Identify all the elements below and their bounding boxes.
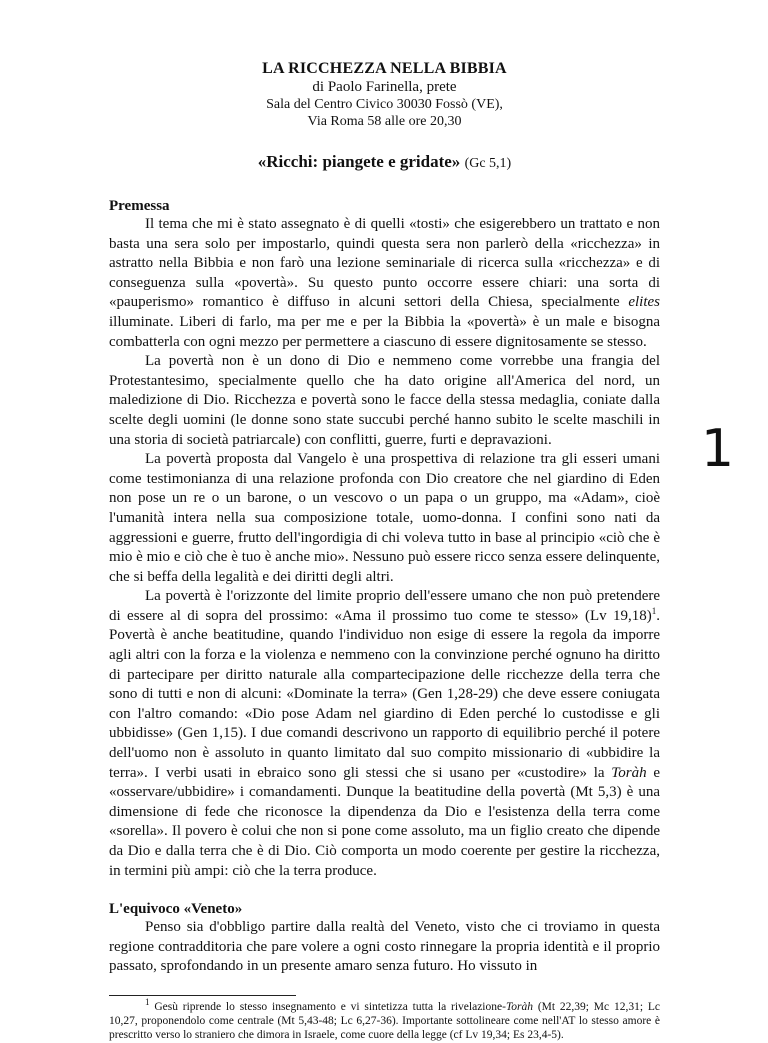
paragraph — [109, 587, 660, 881]
address-line: Via Roma 58 alle ore 20,30 — [307, 114, 462, 129]
paragraph-text: Il tema che mi è stato assegnato è di quelli «tosti» che esigerebbero un trattato e non basta una sera solo per impostarlo, quindi questa sera non parlerò della «ricchezza» in astratto nella Bibbia e non farò una lezione seminariale di ricerca sulla «ricchezza» e di conseguenza sulla «povertà». Su questo punto occorre essere chiari: una sorta di «pauperismo» romantico è diffuso in alcuni settori della Chiesa, specialmente — [109, 216, 660, 311]
subtitle-reference: (Gc 5,1) — [464, 156, 512, 171]
venue-line: Sala del Centro Civico 30030 Fossò (VE), — [266, 97, 503, 112]
footnote-separator — [109, 995, 296, 996]
paragraph: La povertà proposta dal Vangelo è una prospettiva di relazione tra gli esseri umani come testimonianza di una relazione profonda con Dio creatore che nel giardino di Eden non pose un re o un barone, o un vescovo o un papa o un gruppo, ma «Adam», cioè l'umanità intera nella sua composizione totale, uomo-donna. I confini sono nati da aggressioni e guerre, frutto dell'ingordigia di chi voleva tutto in base al principio «ciò che è mio è mio e ciò che è tuo è anche mio». Nessuno può essere ricco senza essere delinquente, che si beffa della legalità e dei diritti degli altri. — [109, 451, 660, 585]
paragraph-text: illuminate. Liberi di farlo, ma per me e per la Bibbia la «povertà» è un male e bisogna combatterla con ogni mezzo per permettere a ciascuno di essere dignitosamente se stesso. — [109, 313, 660, 350]
section-title-premessa: Premessa — [109, 198, 170, 214]
page-number: 1 — [701, 419, 735, 479]
document-title: LA RICCHEZZA NELLA BIBBIA — [262, 60, 507, 77]
footnote-text: Gesù riprende lo stesso insegnamento e vi sintetizza tutta la rivelazione- — [154, 1000, 506, 1013]
footnote-text: (Mt 22,39; Mc 12,31; Lc 10,27, proponendolo come centrale (Mt 5,43-48; Lc 6,27-36). Importante sottolineare come nell'AT lo stesso amore è prescritto verso lo straniero che dimora in Israele, come cuore della legge (cf Lv 19,34; Es 23,4-5). — [109, 1000, 660, 1042]
paragraph-text: e «osservare/ubbidire» i comandamenti. Dunque la beatitudine della povertà (Mt 5,3) è una dimensione di fede che riconosce la dipendenza da Dio e l'esistenza della terra come «sorella». Il povero è colui che non si pone come assoluto, ma un figlio creato che dipende da Dio e dalla terra che è di Dio. Ciò comporta un modo coerente per gestire la ricchezza, in termini più ampi: ciò che la terra produce. — [109, 764, 661, 879]
paragraph: Penso sia d'obbligo partire dalla realtà del Veneto, visto che ci troviamo in questa regione contradditoria che pare volere a ogni costo rinnegare la propria identità e il proprio passato, sprofondando in un presente amaro senza futuro. Ho vissuto in — [109, 919, 660, 975]
emphasis-text: elites — [628, 294, 660, 311]
document-header — [109, 0, 660, 130]
footnote-number: 1 — [145, 997, 150, 1008]
footnote — [109, 997, 660, 1043]
paragraph-text: . Povertà è anche beatitudine, quando l'individuo non esige di essere la regola da imporre agli altri con la forza e la violenza e nemmeno con la convinzione perché ognuno ha diritto di partecipare per diritto naturale alla compartecipazione delle ricchezze della terra che sono di tutti e non di alcuni: «Dominate la terra» (Gen 1,28-29) che deve essere coniugata con l'altro comando: «Dio pose Adam nel giardino di Eden perché lo custodisse e gli ubbidisse» (Gen 1,15). I due comandi descrivono un rapporto di equilibrio perché il potere dell'uomo non è assoluto in quanto limitato dal suo compito missionario di «ubbidire la terra». I verbi usati in ebraico sono gli stessi che si usano per «custodire» la — [109, 607, 660, 781]
section-title-veneto: L'equivoco «Veneto» — [109, 901, 243, 918]
paragraph: La povertà non è un dono di Dio e nemmeno come vorrebbe una frangia del Protestantesimo, specialmente quello che ha dato origine all'America del nord, un maledizione di Dio. Ricchezza e povertà sono le facce della stessa medaglia, coniate dalla scelte degli uomini (le donne sono state succubi perché hanno subito le scelte maschili in una storia di società patriarcale) con conflitti, guerre, furti e depravazioni. — [109, 353, 660, 448]
emphasis-text: Toràh — [611, 764, 647, 781]
document-subtitle — [109, 152, 660, 174]
document-page — [109, 0, 660, 1043]
footnote-reference[interactable]: 1 — [651, 605, 657, 616]
author-line: di Paolo Farinella, prete — [312, 79, 457, 95]
paragraph — [109, 215, 660, 352]
subtitle-quote: «Ricchi: piangete e gridate» — [257, 152, 461, 171]
paragraph-text: La povertà è l'orizzonte del limite proprio dell'essere umano che non può pretendere di essere al di sopra del prossimo: «Ama il prossimo tuo come te stesso» (Lv 19,18) — [109, 588, 660, 624]
emphasis-text: Toràh — [505, 1000, 534, 1013]
